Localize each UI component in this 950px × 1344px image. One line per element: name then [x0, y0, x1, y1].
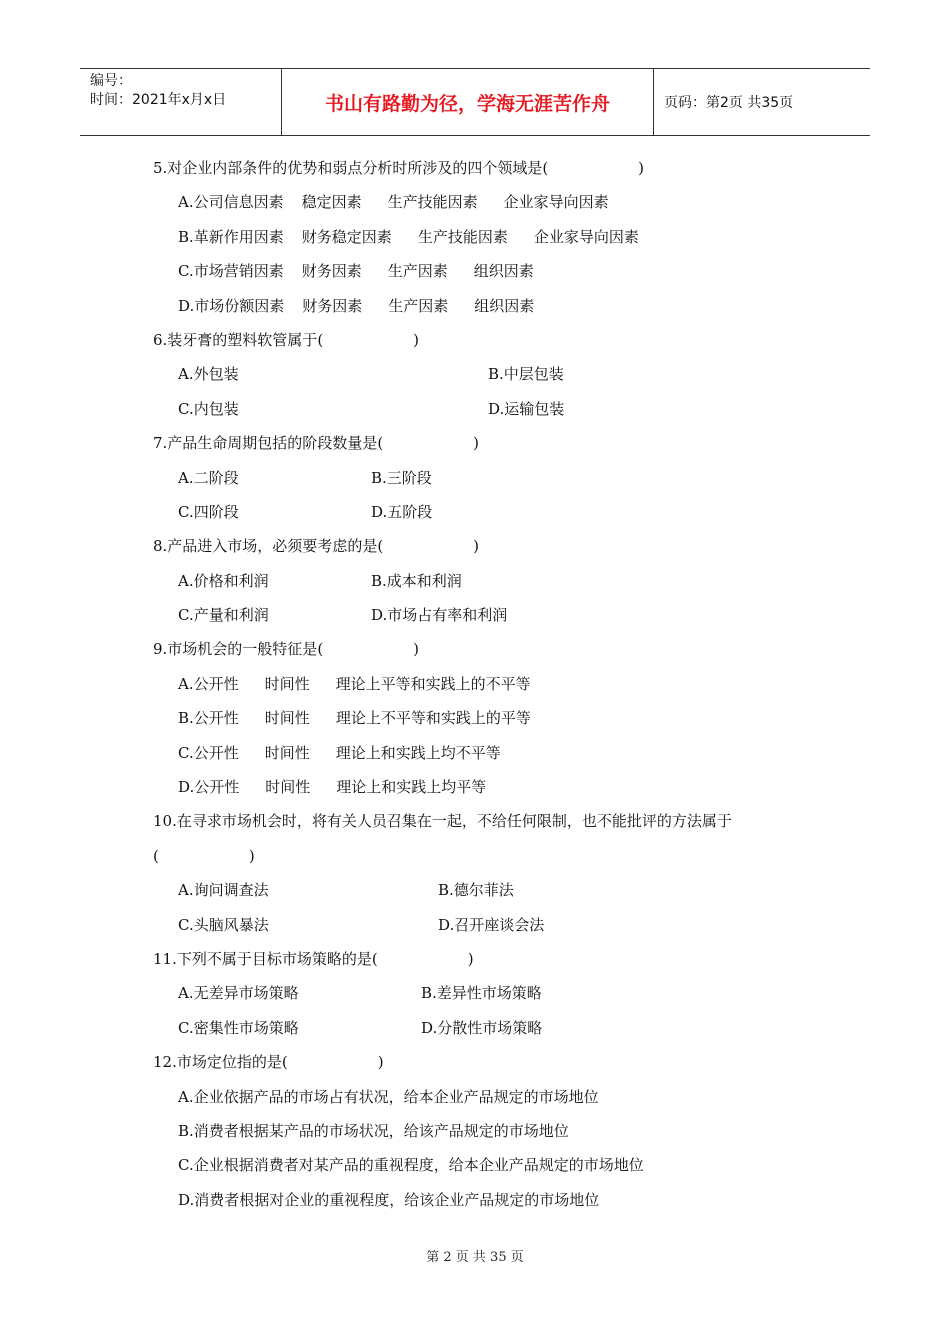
- option-part: 财务稳定因素: [301, 227, 392, 246]
- option-part: D.消费者根据对企业的重视程度，给该企业产品规定的市场地位: [178, 1190, 600, 1209]
- option-row: [153, 362, 853, 396]
- option-choice: C.密集性市场策略: [178, 1018, 299, 1037]
- option-part: C.公开性: [178, 743, 239, 762]
- question-stem: 9.市场机会的一般特征是( ): [153, 640, 420, 659]
- option-part: B.公开性: [178, 709, 239, 728]
- option-row: [153, 225, 853, 259]
- option-part: 时间性: [265, 778, 311, 797]
- question-stem: 11.下列不属于目标市场策略的是( ): [153, 949, 474, 968]
- option-part: 企业家导向因素: [503, 193, 609, 212]
- option-choice: D.运输包装: [488, 399, 565, 418]
- question-list: [153, 156, 853, 1222]
- option-part: 时间性: [264, 674, 310, 693]
- page-header: [80, 68, 870, 136]
- option-choice: B.成本和利润: [371, 571, 462, 590]
- option-part: C.企业根据消费者对某产品的重视程度，给本企业产品规定的市场地位: [178, 1156, 644, 1175]
- option-choice: B.三阶段: [371, 468, 432, 487]
- option-choice: D.分散性市场策略: [421, 1018, 543, 1037]
- option-row: [153, 397, 853, 431]
- option-row: [153, 466, 853, 500]
- option-part: B.革新作用因素: [178, 227, 284, 246]
- option-part: 生产因素: [388, 296, 449, 315]
- header-meta: [80, 69, 282, 135]
- option-row: [153, 190, 853, 224]
- option-part: A.公开性: [178, 674, 239, 693]
- option-choice: D.召开座谈会法: [438, 915, 545, 934]
- option-choice: C.内包装: [178, 399, 239, 418]
- option-choice: A.外包装: [178, 365, 239, 384]
- header-page-info: 页码：第2页 共35页: [664, 95, 794, 111]
- option-part: C.市场营销因素: [178, 262, 284, 281]
- option-part: 理论上不平等和实践上的平等: [335, 709, 531, 728]
- option-part: 理论上平等和实践上的不平等: [335, 674, 531, 693]
- question-stem: 7.产品生命周期包括的阶段数量是( ): [153, 434, 480, 453]
- option-part: 组织因素: [473, 262, 534, 281]
- option-part: 生产因素: [387, 262, 448, 281]
- header-motto: 书山有路勤为径，学海无涯苦作舟: [282, 69, 654, 135]
- option-row: [153, 1188, 853, 1222]
- option-part: 时间性: [264, 709, 310, 728]
- option-choice: B.差异性市场策略: [421, 984, 542, 1003]
- option-row: [153, 981, 853, 1015]
- question-stem: 5.对企业内部条件的优势和弱点分析时所涉及的四个领域是( ): [153, 159, 645, 177]
- option-row: [153, 1016, 853, 1050]
- option-row: [153, 500, 853, 534]
- option-row: [153, 259, 853, 293]
- option-row: [153, 1119, 853, 1153]
- option-row: [153, 294, 853, 328]
- option-part: D.市场份额因素: [178, 296, 285, 315]
- option-row: [153, 775, 853, 809]
- option-choice: D.市场占有率和利润: [371, 606, 508, 625]
- option-choice: B.德尔菲法: [438, 881, 514, 900]
- question-stem: 6.装牙膏的塑料软管属于( ): [153, 330, 420, 349]
- time-label: 时间：2021年x月x日: [90, 92, 227, 108]
- option-row: [153, 1085, 853, 1119]
- question-stem-continued: ( ): [153, 846, 255, 865]
- option-choice: B.中层包装: [488, 365, 564, 384]
- question-stem: 10.在寻求市场机会时，将有关人员召集在一起，不给任何限制，也不能批评的方法属于: [153, 812, 732, 831]
- page-footer: 第 2 页 共 35 页: [426, 1250, 524, 1265]
- option-row: [153, 672, 853, 706]
- option-row: [153, 1153, 853, 1187]
- number-label: 编号：: [90, 73, 132, 89]
- option-part: 理论上和实践上均不平等: [335, 743, 501, 762]
- option-choice: C.头脑风暴法: [178, 915, 269, 934]
- option-part: 财务因素: [302, 296, 363, 315]
- option-choice: A.询问调查法: [178, 881, 269, 900]
- option-row: [153, 706, 853, 740]
- option-choice: D.五阶段: [371, 502, 433, 521]
- option-row: [153, 878, 853, 912]
- option-part: 时间性: [264, 743, 310, 762]
- option-part: 组织因素: [474, 296, 535, 315]
- option-choice: A.无差异市场策略: [178, 984, 299, 1003]
- option-choice: A.二阶段: [178, 468, 239, 487]
- option-part: 生产技能因素: [387, 193, 478, 212]
- option-choice: A.价格和利润: [178, 571, 269, 590]
- question-stem: 12.市场定位指的是( ): [153, 1053, 384, 1072]
- option-choice: C.四阶段: [178, 502, 239, 521]
- option-part: 生产技能因素: [417, 227, 508, 246]
- option-choice: C.产量和利润: [178, 606, 269, 625]
- option-row: [153, 603, 853, 637]
- option-row: [153, 741, 853, 775]
- option-row: [153, 913, 853, 947]
- option-part: 稳定因素: [301, 193, 362, 212]
- question-stem: 8.产品进入市场，必须要考虑的是( ): [153, 537, 480, 556]
- option-part: D.公开性: [178, 778, 240, 797]
- option-part: B.消费者根据某产品的市场状况，给该产品规定的市场地位: [178, 1121, 569, 1140]
- option-part: 财务因素: [301, 262, 362, 281]
- option-part: 企业家导向因素: [533, 227, 639, 246]
- option-part: A.公司信息因素: [178, 193, 284, 212]
- option-part: 理论上和实践上均平等: [336, 778, 487, 797]
- option-part: A.企业依据产品的市场占有状况，给本企业产品规定的市场地位: [178, 1087, 599, 1106]
- option-row: [153, 569, 853, 603]
